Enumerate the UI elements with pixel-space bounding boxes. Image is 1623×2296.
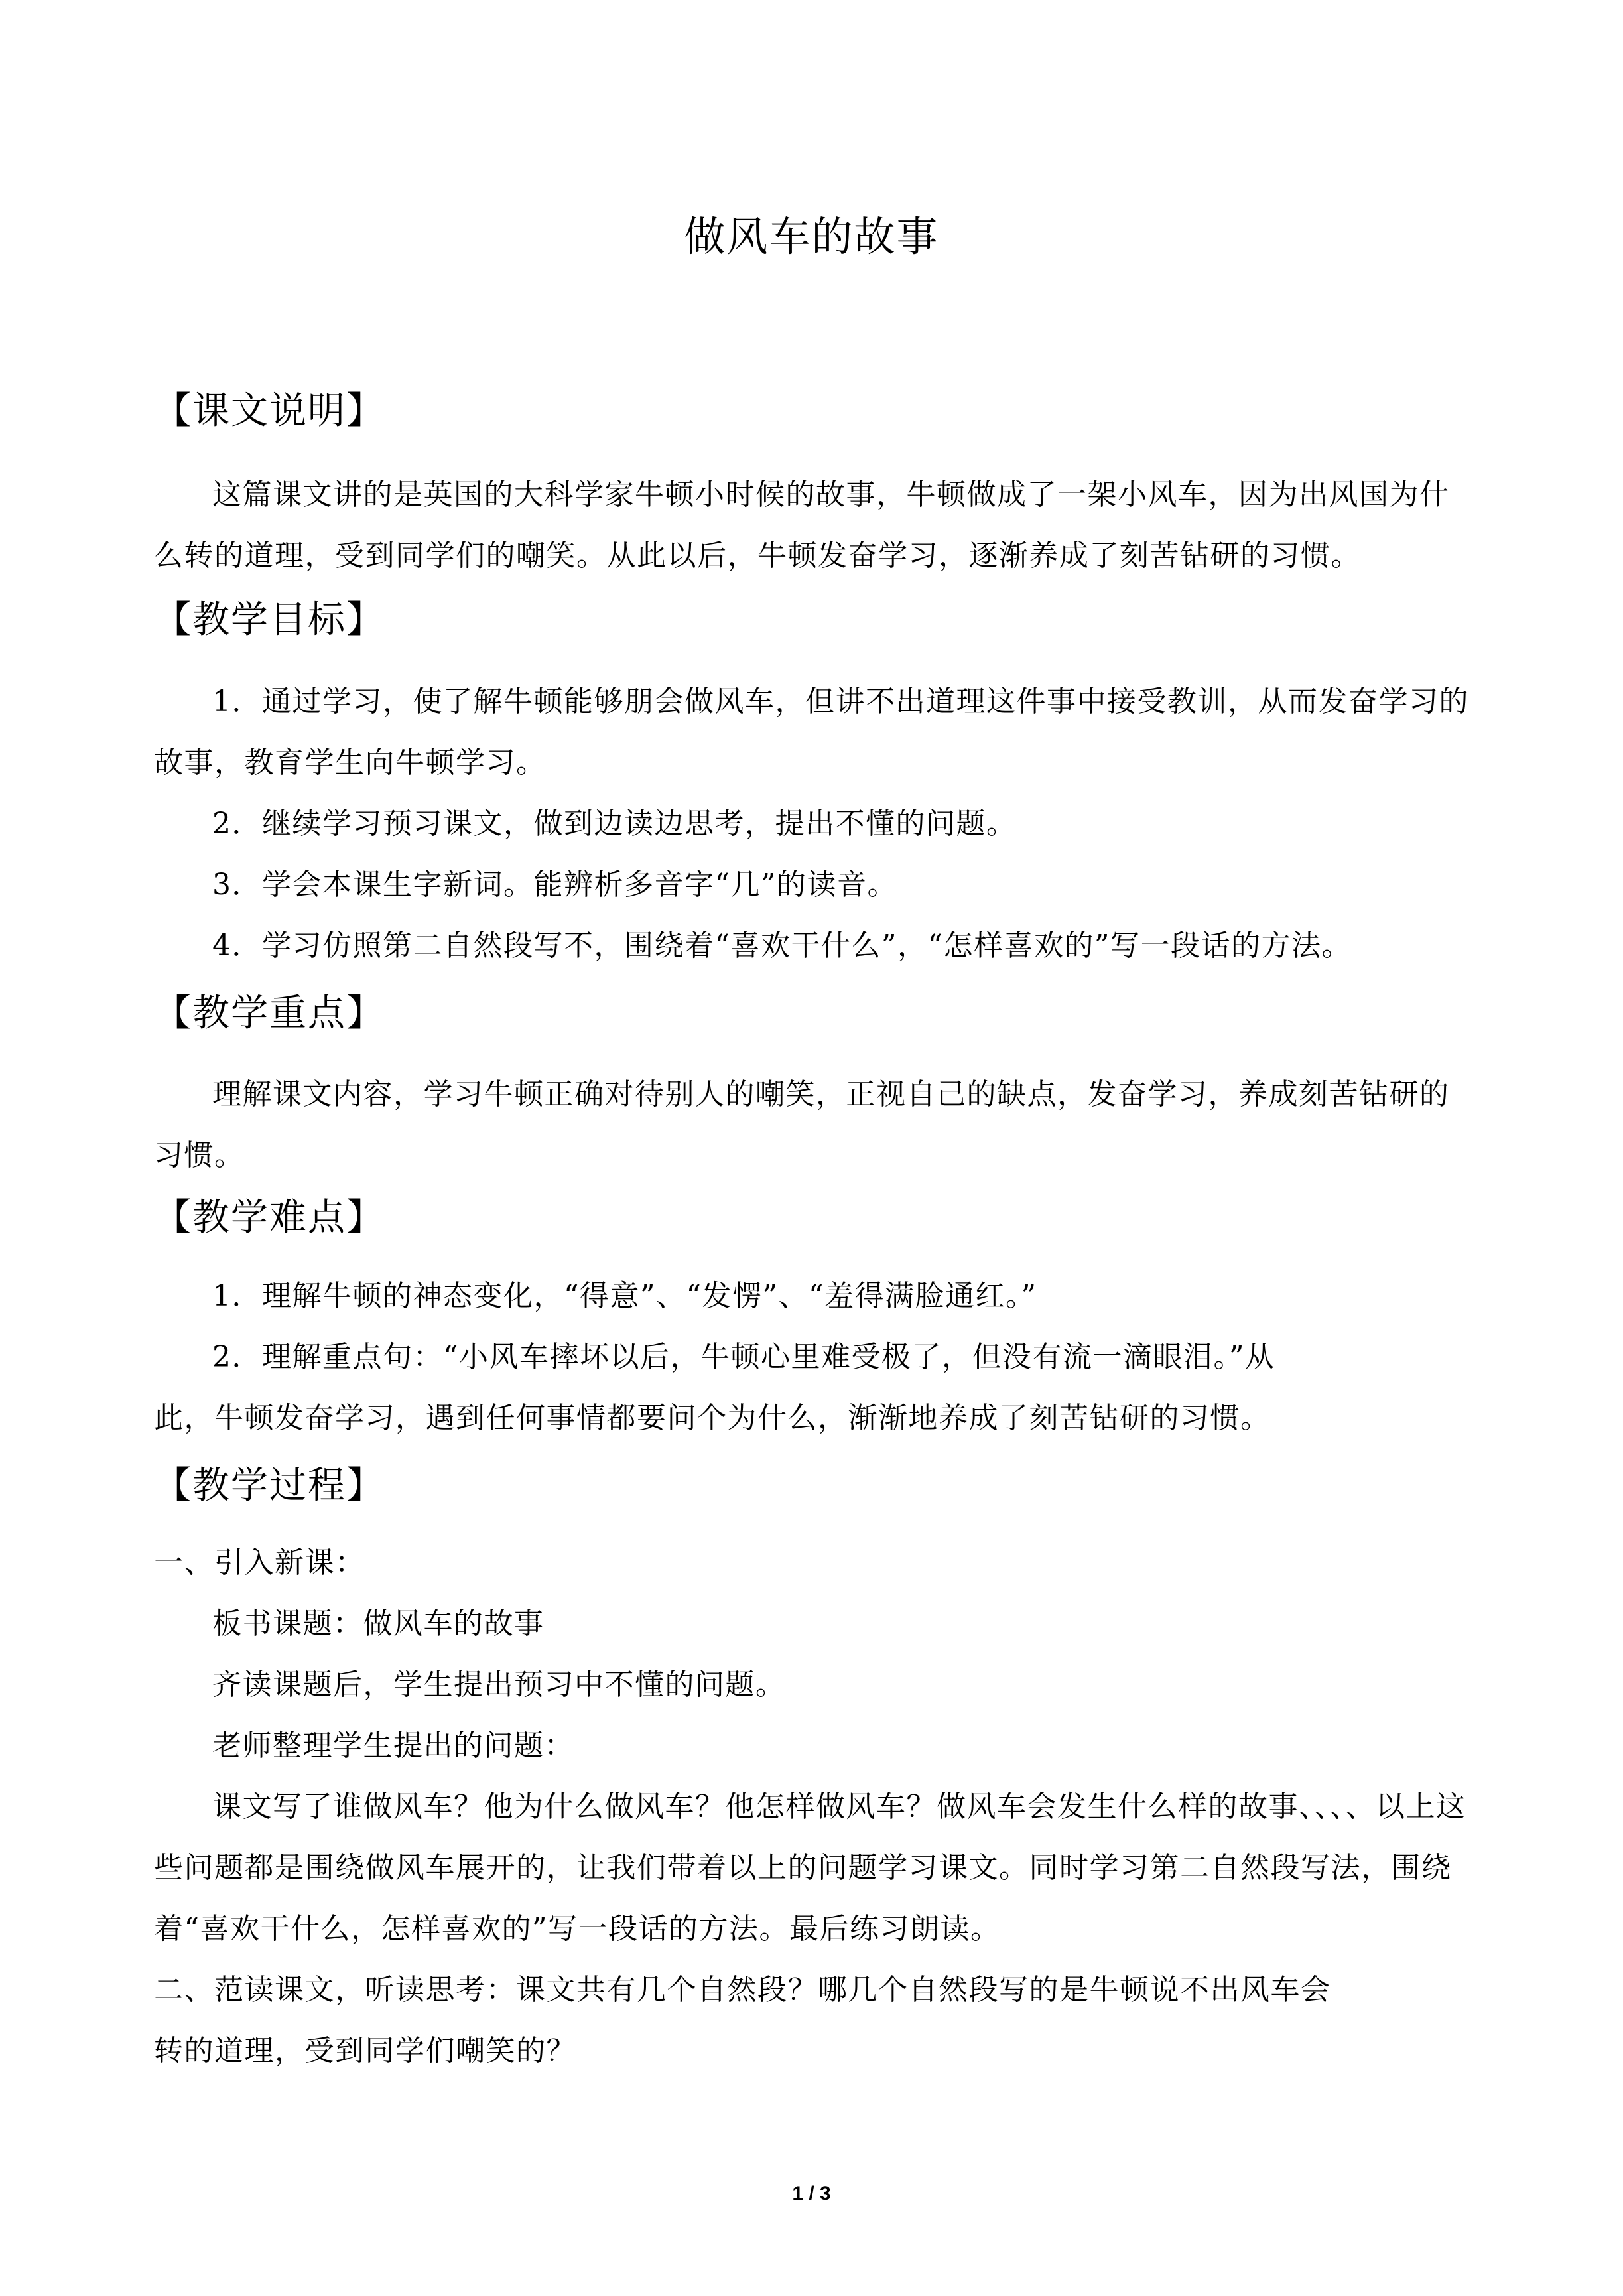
process-step-2-line-1: 二、范读课文，听读思考：课文共有几个自然段？哪几个自然段写的是牛顿说不出风车会: [154, 1973, 1331, 2007]
goal-item-1: 1．通过学习，使了解牛顿能够朋会做风车，但讲不出道理这件事中接受教训，从而发奋学习的故事，教育学生向牛顿学习。: [154, 685, 1469, 779]
process-step-1-line-3: 老师整理学生提出的问题：: [212, 1729, 574, 1763]
goal-item-3: 3．学会本课生字新词。能辨析多音字“几”的读音。: [212, 868, 897, 902]
document-title: 做风车的故事: [684, 212, 939, 261]
description-paragraph: 这篇课文讲的是英国的大科学家牛顿小时候的故事，牛顿做成了一架小风车，因为出风国为什么转的道理，受到同学们的嘲笑。从此以后，牛顿发奋学习，逐渐养成了刻苦钻研的习惯。: [154, 478, 1450, 573]
heading-description: 【课文说明】: [154, 389, 385, 433]
heading-process: 【教学过程】: [154, 1464, 385, 1507]
process-step-1-title: 一、引入新课：: [154, 1546, 365, 1580]
process-step-2-line-2: 转的道理，受到同学们嘲笑的？: [154, 2034, 576, 2068]
process-step-1-line-1: 板书课题：做风车的故事: [212, 1607, 545, 1641]
heading-key-points: 【教学重点】: [154, 992, 385, 1035]
heading-goals: 【教学目标】: [154, 598, 385, 642]
process-step-1-paragraph: 课文写了谁做风车？他为什么做风车？他怎样做风车？做风车会发生什么样的故事、、、、以上这些问题都是围绕做风车展开的，让我们带着以上的问题学习课文。同时学习第二自然段写法，围绕着“喜欢干什么，怎样喜欢的”写一段话的方法。最后练习朗读。: [154, 1790, 1466, 1946]
page-indicator: 1 / 3: [792, 2183, 831, 2204]
difficulty-item-2-line-1: 2．理解重点句：“小风车摔坏以后，牛顿心里难受极了，但没有流一滴眼泪。”从: [212, 1340, 1275, 1374]
goal-item-4: 4．学习仿照第二自然段写不，围绕着“喜欢干什么”，“怎样喜欢的”写一段话的方法。: [212, 929, 1352, 963]
process-step-1-line-2: 齐读课题后，学生提出预习中不懂的问题。: [212, 1668, 786, 1702]
goal-item-2: 2．继续学习预习课文，做到边读边思考，提出不懂的问题。: [212, 807, 1017, 841]
key-points-paragraph: 理解课文内容，学习牛顿正确对待别人的嘲笑，正视自己的缺点，发奋学习，养成刻苦钻研的习惯。: [154, 1077, 1450, 1172]
difficulty-item-2-line-2: 此，牛顿发奋学习，遇到任何事情都要问个为什么，渐渐地养成了刻苦钻研的习惯。: [154, 1401, 1271, 1435]
heading-difficulties: 【教学难点】: [154, 1196, 385, 1239]
difficulty-item-1: 1．理解牛顿的神态变化，“得意”、“发愣”、“羞得满脸通红。”: [212, 1279, 1037, 1313]
